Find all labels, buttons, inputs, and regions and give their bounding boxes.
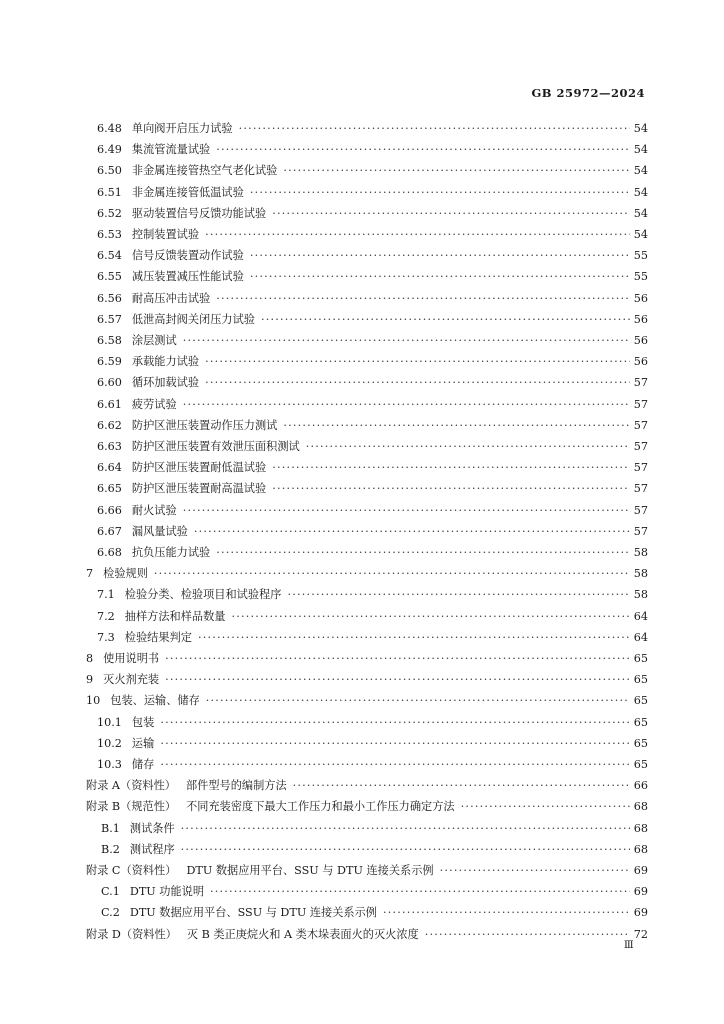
toc-entry-title: 耐高压冲击试验 bbox=[131, 291, 211, 305]
toc-entry-line bbox=[97, 118, 648, 139]
toc-entry-title: 灭火剂充装 bbox=[103, 673, 160, 687]
toc-leader-dots bbox=[194, 521, 630, 542]
toc-entry-title: DTU 数据应用平台、SSU 与 DTU 连接关系示例 bbox=[129, 906, 377, 920]
toc-entry-page: 65 bbox=[633, 736, 648, 750]
toc-entry-line bbox=[101, 839, 648, 860]
toc-entry[interactable] bbox=[0, 139, 724, 160]
toc-entry[interactable] bbox=[0, 881, 724, 902]
toc-entry-page: 64 bbox=[633, 609, 648, 623]
toc-entry-line bbox=[97, 436, 648, 457]
toc-entry-line bbox=[86, 860, 648, 881]
toc-entry-title: 涂层测试 bbox=[131, 334, 177, 347]
toc-entry-page: 65 bbox=[633, 758, 648, 771]
toc-entry[interactable] bbox=[0, 160, 724, 181]
toc-entry[interactable] bbox=[0, 775, 724, 796]
toc-entry-page: 57 bbox=[633, 418, 648, 432]
toc-entry-title: 承载能力试验 bbox=[131, 355, 200, 369]
toc-entry-line bbox=[101, 818, 648, 839]
toc-entry-line bbox=[97, 500, 648, 521]
toc-entry-number: 7.2 bbox=[97, 609, 115, 623]
page-number: Ⅲ bbox=[624, 940, 635, 951]
toc-entry[interactable] bbox=[0, 351, 724, 372]
toc-entry-line bbox=[97, 266, 648, 287]
toc-entry-line bbox=[97, 606, 648, 627]
toc-entry-number: 6.54 bbox=[97, 249, 122, 263]
toc-entry-line bbox=[97, 521, 648, 542]
toc-leader-dots bbox=[165, 669, 630, 690]
toc-entry-page: 65 bbox=[633, 652, 648, 665]
toc-entry-number: 10.3 bbox=[97, 758, 122, 771]
toc-entry-number: 6.67 bbox=[97, 524, 122, 538]
toc-entry-number: 6.52 bbox=[97, 206, 122, 220]
toc-entry-page: 57 bbox=[633, 397, 648, 411]
toc-entry-title: 集流管流量试验 bbox=[131, 143, 211, 157]
standard-header: GB 25972—2024 bbox=[531, 86, 645, 100]
toc-entry-line bbox=[97, 542, 648, 563]
toc-entry-title: 信号反馈装置动作试验 bbox=[131, 249, 244, 263]
toc-entry-page: 65 bbox=[633, 715, 648, 729]
toc-leader-dots bbox=[250, 245, 630, 266]
toc-leader-dots bbox=[232, 606, 630, 627]
toc-entry-number: C.2 bbox=[101, 906, 120, 920]
toc-entry-line bbox=[97, 457, 648, 478]
toc-entry-line bbox=[97, 478, 648, 499]
toc-entry-title: DTU 功能说明 bbox=[129, 885, 205, 899]
toc-entry-number: 6.51 bbox=[97, 185, 122, 199]
toc-entry-line bbox=[97, 160, 648, 181]
toc-entry-title: 测试条件 bbox=[129, 821, 175, 835]
toc-entry-page: 68 bbox=[633, 800, 648, 814]
toc-entry-page: 65 bbox=[633, 673, 648, 687]
toc-entry-line bbox=[101, 902, 648, 923]
toc-entry[interactable] bbox=[0, 288, 724, 309]
toc-entry-line bbox=[97, 627, 648, 648]
toc-leader-dots bbox=[205, 224, 630, 245]
toc-entry[interactable] bbox=[0, 542, 724, 563]
toc-entry[interactable] bbox=[0, 902, 724, 923]
toc-entry-page: 57 bbox=[633, 482, 648, 496]
toc-entry[interactable] bbox=[0, 118, 724, 139]
toc-leader-dots bbox=[183, 394, 630, 415]
toc-entry-line bbox=[97, 330, 648, 351]
toc-entry-title: 控制装置试验 bbox=[131, 228, 200, 241]
toc-leader-dots bbox=[272, 203, 630, 224]
toc-leader-dots bbox=[160, 733, 629, 754]
toc-leader-dots bbox=[293, 775, 630, 796]
toc-entry-line bbox=[97, 182, 648, 203]
toc-entry-number: 附录 A（资料性） bbox=[86, 779, 176, 793]
toc-entry-number: B.2 bbox=[101, 842, 120, 856]
toc-leader-dots bbox=[183, 330, 630, 351]
toc-entry[interactable] bbox=[0, 669, 724, 690]
toc-entry-page: 54 bbox=[633, 164, 648, 178]
toc-entry-title: 减压装置减压性能试验 bbox=[131, 270, 244, 284]
toc-entry-title: 非金属连接管热空气老化试验 bbox=[131, 164, 278, 178]
toc-entry-page: 66 bbox=[633, 779, 648, 793]
toc-entry[interactable] bbox=[0, 521, 724, 542]
toc-entry[interactable] bbox=[0, 436, 724, 457]
toc-leader-dots bbox=[216, 288, 630, 309]
toc-entry-line bbox=[86, 924, 648, 945]
toc-entry[interactable] bbox=[0, 606, 724, 627]
toc-entry-line bbox=[97, 351, 648, 372]
toc-entry-number: 6.66 bbox=[97, 503, 122, 517]
toc-entry[interactable] bbox=[0, 648, 724, 669]
toc-leader-dots bbox=[461, 796, 630, 817]
toc-entry-number: 6.60 bbox=[97, 376, 122, 390]
toc-leader-dots bbox=[383, 902, 630, 923]
toc-entry-line bbox=[86, 775, 648, 796]
toc-entry-page: 72 bbox=[633, 927, 648, 941]
toc-entry-number: 6.53 bbox=[97, 228, 122, 241]
toc-entry[interactable] bbox=[0, 712, 724, 733]
toc-entry-page: 56 bbox=[633, 312, 648, 326]
toc-entry-title: 耐火试验 bbox=[131, 503, 177, 517]
toc-entry-number: C.1 bbox=[101, 885, 120, 899]
toc-entry-title: 测试程序 bbox=[129, 842, 175, 856]
toc-entry[interactable] bbox=[0, 690, 724, 711]
toc-entry-number: 6.65 bbox=[97, 482, 122, 496]
toc-entry-title: 储存 bbox=[131, 758, 155, 771]
toc-entry[interactable] bbox=[0, 330, 724, 351]
toc-entry-title: 非金属连接管低温试验 bbox=[131, 185, 244, 199]
toc-entry-title: 防护区泄压装置耐低温试验 bbox=[131, 461, 267, 475]
toc-entry-number: 6.50 bbox=[97, 164, 122, 178]
toc-leader-dots bbox=[287, 584, 629, 605]
toc-entry-number: 6.48 bbox=[97, 122, 122, 135]
toc-entry-page: 56 bbox=[633, 291, 648, 305]
toc-leader-dots bbox=[181, 839, 630, 860]
toc-entry-page: 54 bbox=[633, 143, 648, 157]
toc-entry-line bbox=[97, 584, 648, 605]
toc-entry[interactable] bbox=[0, 182, 724, 203]
toc-entry-page: 56 bbox=[633, 334, 648, 347]
toc-leader-dots bbox=[250, 266, 630, 287]
toc-entry-title: 包装、运输、储存 bbox=[110, 694, 200, 708]
toc-entry-number: 附录 D（资料性） bbox=[86, 927, 177, 941]
toc-entry-number: 7.1 bbox=[97, 588, 115, 602]
toc-entry-line bbox=[86, 563, 648, 584]
toc-entry-page: 54 bbox=[633, 228, 648, 241]
toc-entry-line bbox=[97, 139, 648, 160]
toc-entry-number: 6.62 bbox=[97, 418, 122, 432]
toc-entry[interactable] bbox=[0, 415, 724, 436]
toc-leader-dots bbox=[205, 351, 630, 372]
toc-leader-dots bbox=[239, 118, 630, 139]
toc-entry-line bbox=[97, 288, 648, 309]
toc-entry-line bbox=[97, 224, 648, 245]
toc-leader-dots bbox=[210, 881, 630, 902]
toc-entry-line bbox=[97, 712, 648, 733]
toc-entry[interactable] bbox=[0, 203, 724, 224]
toc-leader-dots bbox=[198, 627, 630, 648]
toc-entry[interactable] bbox=[0, 563, 724, 584]
toc-entry[interactable] bbox=[0, 796, 724, 817]
toc-entry-line bbox=[97, 754, 648, 775]
toc-entry-line bbox=[97, 394, 648, 415]
toc-entry-page: 58 bbox=[633, 546, 648, 559]
toc-leader-dots bbox=[165, 648, 630, 669]
toc-entry-line bbox=[97, 733, 648, 754]
toc-entry-title: 防护区泄压装置动作压力测试 bbox=[131, 418, 278, 432]
toc-entry[interactable] bbox=[0, 754, 724, 775]
toc-entry-page: 58 bbox=[633, 588, 648, 602]
toc-entry-line bbox=[97, 203, 648, 224]
toc-entry[interactable] bbox=[0, 500, 724, 521]
toc-entry[interactable] bbox=[0, 245, 724, 266]
toc-leader-dots bbox=[250, 182, 630, 203]
toc-entry-number: 附录 B（规范性） bbox=[86, 800, 177, 814]
toc-entry-title: 防护区泄压装置耐高温试验 bbox=[131, 482, 267, 496]
toc-entry[interactable] bbox=[0, 224, 724, 245]
toc-entry-page: 57 bbox=[633, 524, 648, 538]
toc-leader-dots bbox=[440, 860, 630, 881]
toc-entry-line bbox=[86, 796, 648, 817]
toc-entry-number: 6.61 bbox=[97, 397, 122, 411]
toc-entry-title: 抽样方法和样品数量 bbox=[124, 609, 226, 623]
toc-entry-number: 附录 C（资料性） bbox=[86, 864, 177, 877]
toc-entry-title: 疲劳试验 bbox=[131, 397, 177, 411]
toc-entry-page: 55 bbox=[633, 249, 648, 263]
toc-entry-page: 54 bbox=[633, 185, 648, 199]
toc-entry-title: 检验规则 bbox=[103, 567, 148, 581]
toc-entry-title: 抗负压能力试验 bbox=[131, 546, 211, 559]
toc-entry-title: 不同充装密度下最大工作压力和最小工作压力确定方法 bbox=[186, 800, 455, 814]
toc-entry-number: 8 bbox=[86, 652, 94, 665]
toc-entry-title: 包装 bbox=[131, 715, 155, 729]
toc-entry-page: 54 bbox=[633, 122, 648, 135]
toc-entry-line bbox=[86, 669, 648, 690]
toc-entry-line bbox=[86, 690, 648, 711]
toc-entry-line bbox=[101, 881, 648, 902]
toc-leader-dots bbox=[283, 160, 629, 181]
toc-entry-title: 检验分类、检验项目和试验程序 bbox=[124, 588, 282, 602]
toc-entry-page: 69 bbox=[633, 906, 648, 920]
toc-entry[interactable] bbox=[0, 457, 724, 478]
toc-leader-dots bbox=[183, 500, 630, 521]
toc-entry-title: 单向阀开启压力试验 bbox=[131, 122, 233, 135]
toc-entry[interactable] bbox=[0, 309, 724, 330]
toc-entry-number: 10.2 bbox=[97, 736, 122, 750]
toc-entry[interactable] bbox=[0, 584, 724, 605]
toc-entry-line bbox=[97, 245, 648, 266]
toc-entry[interactable] bbox=[0, 627, 724, 648]
toc-entry-title: 使用说明书 bbox=[103, 652, 160, 665]
toc-entry-title: 部件型号的编制方法 bbox=[185, 779, 287, 793]
toc-entry[interactable] bbox=[0, 860, 724, 881]
toc-entry-page: 68 bbox=[633, 842, 648, 856]
toc-entry-number: 6.64 bbox=[97, 461, 122, 475]
toc-entry[interactable] bbox=[0, 372, 724, 393]
toc-entry-title: 循环加载试验 bbox=[131, 376, 200, 390]
toc-entry-number: 6.58 bbox=[97, 334, 122, 347]
toc-entry[interactable] bbox=[0, 733, 724, 754]
toc-entry-line bbox=[86, 648, 648, 669]
toc-leader-dots bbox=[425, 924, 630, 945]
toc-entry-page: 65 bbox=[633, 694, 648, 708]
toc-entry-number: 10 bbox=[86, 694, 101, 708]
toc-entry[interactable] bbox=[0, 478, 724, 499]
toc-entry-number: B.1 bbox=[101, 821, 120, 835]
toc-entry-number: 6.63 bbox=[97, 440, 122, 453]
toc-leader-dots bbox=[261, 309, 630, 330]
toc-entry-number: 6.56 bbox=[97, 291, 122, 305]
toc-entry-page: 56 bbox=[633, 355, 648, 369]
toc-entry-number: 7.3 bbox=[97, 630, 115, 644]
toc-entry-page: 58 bbox=[633, 567, 648, 581]
toc-leader-dots bbox=[272, 478, 630, 499]
toc-entry-page: 57 bbox=[633, 503, 648, 517]
toc-leader-dots bbox=[154, 563, 630, 584]
toc-entry-number: 6.68 bbox=[97, 546, 122, 559]
toc-entry-title: 漏风量试验 bbox=[131, 524, 188, 538]
toc-entry-title: 灭 B 类正庚烷火和 A 类木垛表面火的灭火浓度 bbox=[186, 927, 419, 941]
toc-entry[interactable] bbox=[0, 818, 724, 839]
toc-entry-page: 69 bbox=[633, 885, 648, 899]
toc-entry-title: 运输 bbox=[131, 736, 155, 750]
toc-leader-dots bbox=[160, 712, 629, 733]
toc-entry-page: 54 bbox=[633, 206, 648, 220]
toc-entry-title: 低泄高封阀关闭压力试验 bbox=[131, 312, 255, 326]
toc-entry-page: 57 bbox=[633, 376, 648, 390]
toc-entry-title: 驱动装置信号反馈功能试验 bbox=[131, 206, 267, 220]
toc-entry-page: 68 bbox=[633, 821, 648, 835]
toc-leader-dots bbox=[272, 457, 630, 478]
toc-leader-dots bbox=[181, 818, 630, 839]
toc-entry-page: 64 bbox=[633, 630, 648, 644]
toc-entry-number: 6.57 bbox=[97, 312, 122, 326]
toc-leader-dots bbox=[216, 139, 630, 160]
toc-entry-page: 57 bbox=[633, 440, 648, 453]
toc-entry-line bbox=[97, 309, 648, 330]
toc-entry[interactable] bbox=[0, 924, 724, 945]
toc-entry[interactable] bbox=[0, 394, 724, 415]
toc-entry-number: 9 bbox=[86, 673, 94, 687]
toc-entry-title: 检验结果判定 bbox=[124, 630, 192, 644]
toc-leader-dots bbox=[205, 372, 630, 393]
toc-entry-page: 69 bbox=[633, 864, 648, 877]
toc-leader-dots bbox=[306, 436, 630, 457]
toc-leader-dots bbox=[206, 690, 630, 711]
toc-entry-line bbox=[97, 372, 648, 393]
toc-entry-number: 6.49 bbox=[97, 143, 122, 157]
toc-leader-dots bbox=[216, 542, 630, 563]
toc-entry-number: 6.55 bbox=[97, 270, 122, 284]
toc-entry-number: 6.59 bbox=[97, 355, 122, 369]
toc-entry-title: DTU 数据应用平台、SSU 与 DTU 连接关系示例 bbox=[186, 864, 434, 877]
toc-entry[interactable] bbox=[0, 839, 724, 860]
toc-leader-dots bbox=[283, 415, 629, 436]
toc-entry-title: 防护区泄压装置有效泄压面积测试 bbox=[131, 440, 300, 453]
toc-entry-number: 7 bbox=[86, 567, 94, 581]
toc-entry-page: 57 bbox=[633, 461, 648, 475]
toc-entry-line bbox=[97, 415, 648, 436]
toc-entry-number: 10.1 bbox=[97, 715, 122, 729]
toc-leader-dots bbox=[160, 754, 629, 775]
toc-entry[interactable] bbox=[0, 266, 724, 287]
toc-entry-page: 55 bbox=[633, 270, 648, 284]
